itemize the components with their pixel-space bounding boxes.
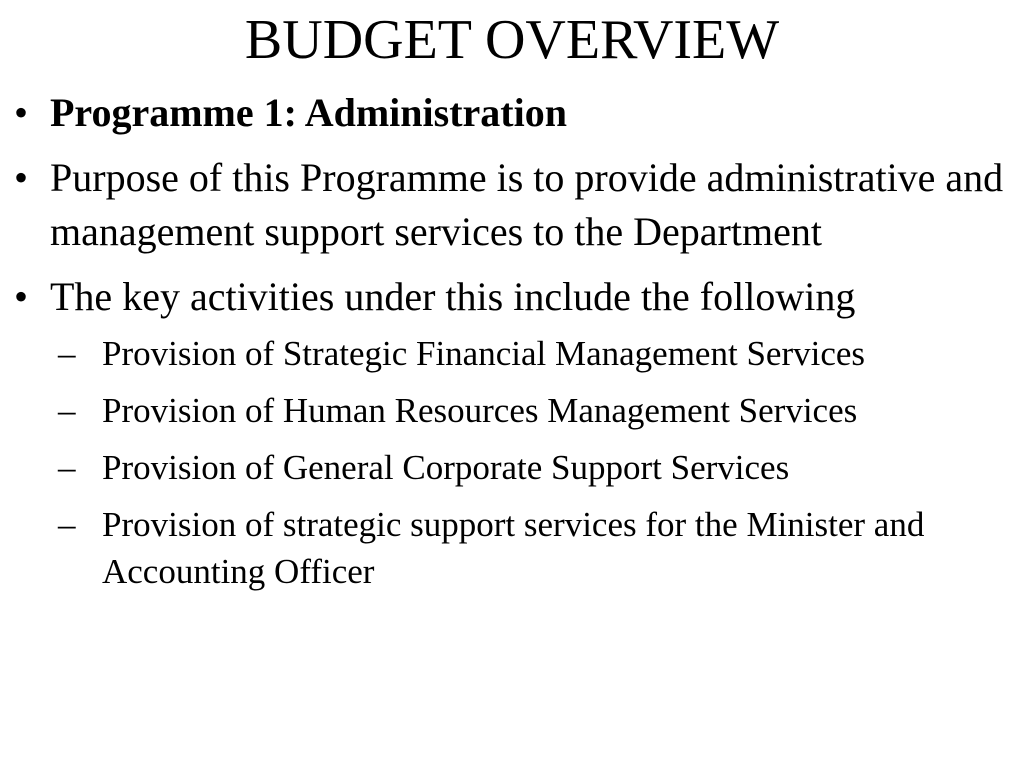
- sub-bullet-text: Provision of General Corporate Support Services: [102, 448, 790, 487]
- bullet-list: [14, 86, 1004, 606]
- sub-bullet-text: Provision of Human Resources Management Services: [102, 391, 858, 430]
- bullet-item: [14, 151, 1004, 259]
- bullet-marker: •: [14, 155, 29, 200]
- sub-bullet-marker: –: [58, 505, 76, 544]
- bullet-text: Programme 1: Administration: [50, 90, 567, 135]
- sub-bullet-item: [58, 330, 1004, 377]
- sub-bullet-marker: –: [58, 448, 76, 487]
- bullet-marker: •: [14, 274, 29, 319]
- sub-bullet-item: [58, 501, 1004, 595]
- sub-bullet-item: [58, 387, 1004, 434]
- sub-bullet-marker: –: [58, 391, 76, 430]
- bullet-text: Purpose of this Programme is to provide administrative and management support services to the Department: [50, 155, 1004, 254]
- bullet-item: [14, 86, 1004, 140]
- bullet-marker: •: [14, 90, 29, 135]
- slide-title: BUDGET OVERVIEW: [244, 9, 780, 71]
- sub-bullet-text: Provision of strategic support services for the Minister and Accounting Officer: [102, 505, 925, 591]
- sub-bullet-marker: –: [58, 334, 76, 373]
- bullet-text: The key activities under this include the following: [50, 274, 856, 319]
- bullet-item: [14, 270, 1004, 595]
- sub-bullet-list: [50, 330, 1004, 595]
- sub-bullet-text: Provision of Strategic Financial Management Services: [102, 334, 866, 373]
- sub-bullet-item: [58, 444, 1004, 491]
